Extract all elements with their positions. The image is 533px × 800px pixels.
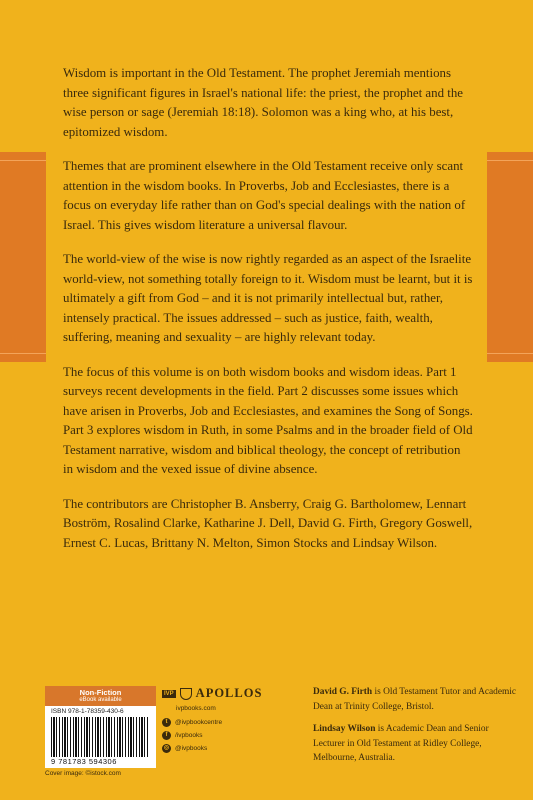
author-bio-text: is Old Testament Tutor and Academic Dean at Trinity College, Bristol. — [313, 687, 517, 712]
instagram-icon: ◎ — [163, 745, 170, 751]
category-label: Non-Fiction — [79, 688, 122, 697]
apollos-logo-icon — [180, 688, 192, 700]
publisher-website[interactable]: ivpbooks.com — [176, 705, 216, 712]
isbn-text: ISBN 978-1-78359-430-6 — [51, 708, 124, 715]
decorative-band-left — [0, 152, 46, 362]
author-name: Lindsay Wilson — [313, 724, 376, 734]
author-bios — [313, 685, 518, 774]
social-link-facebook[interactable] — [162, 731, 302, 740]
author-name: David G. Firth — [313, 687, 373, 697]
author-bio — [313, 722, 518, 766]
social-links — [162, 718, 302, 753]
decorative-band-right — [487, 152, 533, 362]
back-cover-blurb — [63, 64, 473, 568]
category-banner — [45, 686, 156, 706]
isbn-badge — [45, 686, 156, 768]
blurb-paragraph: Themes that are prominent elsewhere in the Old Testament receive only scant attention in the wisdom books. In Proverbs, Job and Ecclesiastes, there is a focus on everyday life rather than on God's special dealings with the nation of Israel. This gives wisdom literature a universal flavour. — [63, 159, 466, 232]
publisher-name: APOLLOS — [195, 686, 263, 700]
cover-credit: Cover image: ©istock.com — [45, 770, 121, 777]
publisher-block — [162, 686, 302, 757]
barcode-image — [51, 717, 150, 757]
blurb-paragraph: The focus of this volume is on both wisdom books and wisdom ideas. Part 1 surveys recent developments in the field. Part 2 discusses some issues which have arisen in Proverbs, Job and Ecclesiastes, and examines the Song of Songs. Part 3 explores wisdom in Ruth, in some Psalms and in the broader field of Old Testament narrative, wisdom and biblical theology, the concept of retribution in wisdom and the vexed issue of divine absence. — [63, 364, 473, 476]
blurb-paragraph: The contributors are Christopher B. Ansberry, Craig G. Bartholomew, Lennart Boström, Rosalind Clarke, Katharine J. Dell, David G. Firth, Gregory Goswell, Ernest C. Lucas, Brittany N. Melton, Simon Stocks and Lindsay Wilson. — [63, 496, 473, 550]
social-handle: @ivpbookcentre — [175, 719, 223, 726]
blurb-paragraph: The world-view of the wise is now rightly regarded as an aspect of the Israelite world-view, not something totally foreign to it. Wisdom must be learnt, but it is ultimately a gift from God – and it is not primarily intellectual but, rather, intensely practical. The issues addressed – such as justice, faith, wealth, suffering, meaning and sexuality – are highly relevant today. — [63, 252, 473, 344]
barcode-number: 9 781783 594306 — [51, 757, 117, 766]
author-bio — [313, 685, 518, 714]
facebook-icon: f — [162, 731, 171, 740]
author-bio-text: is Academic Dean and Senior Lecturer in Old Testament at Ridley College, Melbourne, Australia. — [313, 724, 489, 763]
ivp-logo: IVP — [164, 690, 174, 697]
ebook-label: eBook available — [79, 697, 122, 703]
social-link-instagram[interactable] — [162, 744, 302, 753]
social-link-twitter[interactable] — [162, 718, 302, 727]
social-handle: @ivpbooks — [175, 745, 208, 752]
blurb-paragraph: Wisdom is important in the Old Testament. The prophet Jeremiah mentions three significant figures in Israel's national life: the priest, the prophet and the wise person or sage (Jeremiah 18:18). Solomon was a king who, at his best, epitomized wisdom. — [63, 66, 464, 139]
twitter-icon: t — [162, 718, 171, 727]
social-handle: /ivpbooks — [175, 732, 203, 739]
